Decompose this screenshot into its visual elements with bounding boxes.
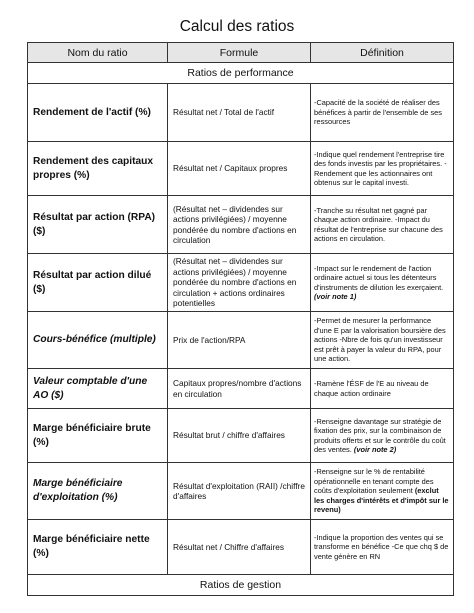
definition-emphasis: (exclut les charges d'intérêts et d'impôt sur le revenu): [314, 486, 449, 515]
ratio-formula: (Résultat net – dividendes sur actions privilégiées) / moyenne pondérée du nombre d'actions en circulation: [168, 196, 311, 254]
table-row: [28, 369, 454, 409]
table-row: [28, 409, 454, 463]
table-row: [28, 463, 454, 520]
document-title: Calcul des ratios: [179, 18, 295, 35]
ratio-definition: -Permet de mesurer la performance d'une E par la valorisation boursière des actions -Nbre de fois qu'un investisseur est prêt à payer la valeur du RPA, pour une action.: [311, 312, 454, 369]
ratio-name: Cours-bénéfice (multiple): [28, 312, 168, 369]
ratio-definition: -Indique quel rendement l'entreprise tire des fonds investis par les propriétaires. -Rendement que les actionnaires ont obtenus sur le capital investi.: [311, 142, 454, 196]
table-row: [28, 84, 454, 142]
ratio-name: Marge bénéficiaire brute (%): [28, 409, 168, 463]
table-header-row: [28, 43, 454, 63]
definition-text: -Impact sur le rendement de l'action ordinaire actuel si tous les détenteurs d'instruments de dilution les exerçaient.: [314, 263, 444, 292]
header-formula: Formule: [168, 43, 311, 63]
ratio-definition: [311, 254, 454, 312]
ratio-formula: (Résultat net – dividendes sur actions privilégiées) / moyenne pondérée du nombre d'actions en circulation + actions ordinaires potentielles: [168, 254, 311, 312]
ratio-formula: Résultat net / Chiffre d'affaires: [168, 520, 311, 575]
table-row: [28, 520, 454, 575]
ratio-definition: [311, 463, 454, 520]
section-row: [28, 63, 454, 84]
definition-text: -Renseigne davantage sur stratégie de fixation des prix, sur la combinaison de produits offerts et sur le contrôle du coût des ventes.: [314, 416, 446, 454]
section-gestion: Ratios de gestion: [28, 575, 454, 596]
ratio-name: Rendement des capitaux propres (%): [28, 142, 168, 196]
ratio-name: Marge bénéficiaire nette (%): [28, 520, 168, 575]
header-name: Nom du ratio: [28, 43, 168, 63]
section-row: [28, 575, 454, 596]
ratio-definition: [311, 409, 454, 463]
ratio-name: Marge bénéficiaire d'exploitation (%): [28, 463, 168, 520]
definition-note: (voir note 2): [353, 444, 397, 454]
table-row: [28, 142, 454, 196]
ratio-definition: -Indique la proportion des ventes qui se transforme en bénéfice -Ce que chq $ de vente génère en RN: [311, 520, 454, 575]
table-row: [28, 254, 454, 312]
definition-text: -Renseigne sur le % de rentabilité opérationnelle en tenant compte des coûts d'exploitation seulement: [314, 467, 434, 496]
ratios-table: [27, 42, 454, 596]
ratio-formula: Résultat d'exploitation (RAII) /chiffre d'affaires: [168, 463, 311, 520]
definition-note: (voir note 1): [314, 291, 357, 301]
ratio-formula: Prix de l'action/RPA: [168, 312, 311, 369]
section-performance: Ratios de performance: [28, 63, 454, 84]
ratio-definition: -Capacité de la société de réaliser des bénéfices à partir de l'ensemble de ses ressources: [311, 84, 454, 142]
ratio-formula: Résultat net / Capitaux propres: [168, 142, 311, 196]
table-row: [28, 312, 454, 369]
ratio-definition: -Tranche su résultat net gagné par chaque action ordinaire. -Impact du résultat de l'entreprise sur chacune des actions en circulation.: [311, 196, 454, 254]
ratio-formula: Résultat net / Total de l'actif: [168, 84, 311, 142]
ratio-formula: Capitaux propres/nombre d'actions en circulation: [168, 369, 311, 409]
header-definition: Définition: [311, 43, 454, 63]
ratio-name: Rendement de l'actif (%): [28, 84, 168, 142]
ratio-definition: -Ramène l'ÉSF de l'E au niveau de chaque action ordinaire: [311, 369, 454, 409]
ratio-name: Valeur comptable d'une AO ($): [28, 369, 168, 409]
ratio-name: Résultat par action dilué ($): [28, 254, 168, 312]
ratio-formula: Résultat brut / chiffre d'affaires: [168, 409, 311, 463]
ratio-name: Résultat par action (RPA) ($): [28, 196, 168, 254]
table-row: [28, 196, 454, 254]
